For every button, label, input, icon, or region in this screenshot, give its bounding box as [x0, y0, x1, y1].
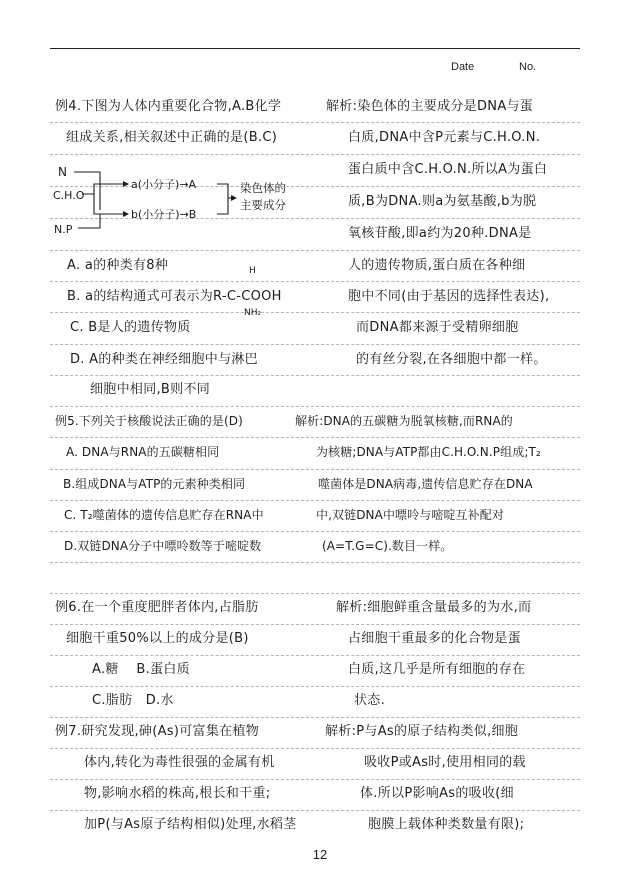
ex4-analysis-line-5: 氧核苷酸,即a约为20种.DNA是: [348, 226, 532, 241]
ruled-line: [50, 593, 580, 594]
ruled-line: [50, 810, 580, 811]
ex5-analysis-line-2: 为核糖;DNA与ATP都由C.H.O.N.P组成;T₂: [316, 445, 541, 459]
ruled-line: [50, 406, 580, 407]
ruled-line: [50, 154, 580, 155]
ruled-line: [50, 686, 580, 687]
ex4-option-c: C. B是人的遗传物质: [70, 320, 191, 335]
diagram-n-label: N: [58, 165, 67, 179]
ex4-analysis-line-6: 人的遗传物质,蛋白质在各种细: [348, 258, 526, 273]
ruled-line: [50, 437, 580, 438]
page-number: 12: [312, 847, 328, 862]
cho-connector-upper: [82, 184, 125, 194]
ex5-option-b: B.组成DNA与ATP的元素种类相同: [63, 477, 246, 491]
ex7-question-line-1: 例7.研究发现,砷(As)可富集在植物: [55, 724, 260, 739]
ruled-line: [50, 624, 580, 625]
ruled-line: [50, 469, 580, 470]
ex4-analysis-line-2: 白质,DNA中含P元素与C.H.O.N.: [348, 130, 541, 145]
ex4-question-line-2: 组成关系,相关叙述中正确的是(B.C): [66, 130, 278, 145]
ex5-analysis-line-5: (A=T.G=C).数目一样。: [322, 539, 453, 553]
ruled-line: [50, 500, 580, 501]
ruled-line: [50, 748, 580, 749]
diagram-a-label: a(小分子)→A: [131, 178, 197, 191]
ex4-analysis-line-4: 质,B为DNA.则a为氨基酸,b为脱: [348, 194, 537, 209]
ex7-analysis-line-2: 吸收P或As时,使用相同的载: [364, 755, 526, 770]
ex5-option-a: A. DNA与RNA的五碳糖相同: [66, 445, 220, 459]
ex6-analysis-line-2: 占细胞干重最多的化合物是蛋: [348, 631, 521, 646]
number-label: No.: [519, 61, 537, 73]
ex7-question-line-4: 加P(与As原子结构相似)处理,水稻茎: [84, 817, 297, 832]
ruled-line: [50, 717, 580, 718]
ex4-option-d-line-1: D. A的种类在神经细胞中与淋巴: [70, 352, 258, 367]
arrow-head-a: [123, 181, 129, 187]
ex7-question-line-2: 体内,转化为毒性很强的金属有机: [84, 755, 275, 770]
cho-connector-lower: [94, 194, 125, 214]
ex4-option-d-line-2: 细胞中相同,B则不同: [90, 382, 211, 397]
ex5-analysis-line-4: 中,双链DNA中嘌呤与嘧啶互补配对: [316, 508, 504, 522]
chem-formula-nh2: NH₂: [244, 308, 262, 318]
ex5-analysis-line-1: 解析:DNA的五碳糖为脱氧核糖,而RNA的: [295, 414, 513, 428]
ex6-analysis-line-4: 状态.: [354, 693, 386, 708]
ruled-line: [50, 779, 580, 780]
ex6-options-cd: C.脂肪 D.水: [92, 693, 174, 708]
ruled-line: [50, 344, 580, 345]
compound-diagram: [50, 160, 320, 240]
np-connector: [78, 214, 100, 228]
ruled-line: [50, 562, 580, 563]
ex4-analysis-line-8: 而DNA都来源于受精卵细胞: [356, 320, 519, 335]
ruled-line: [50, 531, 580, 532]
ex4-question-line-1: 例4.下图为人体内重要化合物,A.B化学: [55, 99, 282, 114]
ex5-option-d: D.双链DNA分子中嘌呤数等于嘧啶数: [64, 539, 262, 553]
ruled-line: [50, 375, 580, 376]
ex7-analysis-line-3: 体.所以P影响As的吸收(细: [360, 786, 514, 801]
ex6-options-ab: A.糖 B.蛋白质: [92, 662, 190, 677]
ex7-analysis-line-1: 解析:P与As的原子结构类似,细胞: [325, 724, 519, 739]
ruled-line: [50, 655, 580, 656]
diagram-result-line-2: 主要成分: [240, 198, 286, 212]
arrow-head-b: [123, 211, 129, 217]
diagram-cho-label: C.H.O: [53, 189, 85, 202]
chem-formula-h: H: [249, 266, 256, 276]
ex5-option-c: C. T₂噬菌体的遗传信息贮存在RNA中: [64, 508, 264, 522]
ruled-line: [50, 312, 580, 313]
ex6-analysis-line-3: 白质,这几乎是所有细胞的存在: [348, 662, 526, 677]
a-to-result: [217, 184, 233, 198]
ruled-line: [50, 281, 580, 282]
ex5-question: 例5.下列关于核酸说法正确的是(D): [55, 414, 243, 428]
ex6-analysis-line-1: 解析:细胞鲜重含量最多的为水,而: [336, 600, 532, 615]
ex4-analysis-line-7: 胞中不同(由于基因的选择性表达),: [348, 289, 550, 304]
date-label: Date: [451, 61, 475, 73]
ex4-analysis-line-3: 蛋白质中含C.H.O.N.所以A为蛋白: [348, 162, 548, 177]
ex4-analysis-line-9: 的有丝分裂,在各细胞中都一样。: [356, 352, 547, 367]
ex4-option-a: A. a的种类有8种: [67, 258, 169, 273]
arrow-head-result: [231, 195, 237, 201]
ex4-analysis-line-1: 解析:染色体的主要成分是DNA与蛋: [326, 99, 534, 114]
header-rule: [50, 48, 580, 49]
ruled-line: [50, 250, 580, 251]
b-to-result: [217, 198, 228, 214]
diagram-result-line-1: 染色体的: [240, 181, 286, 195]
ex4-option-b: B. a的结构通式可表示为R-C-COOH: [67, 289, 282, 304]
diagram-np-label: N.P: [54, 223, 73, 236]
ex5-analysis-line-3: 噬菌体是DNA病毒,遗传信息贮存在DNA: [318, 477, 533, 491]
ex6-question-line-2: 细胞干重50%以上的成分是(B): [66, 631, 249, 646]
diagram-b-label: b(小分子)→B: [131, 208, 197, 221]
ex6-question-line-1: 例6.在一个重度肥胖者体内,占脂肪: [55, 600, 259, 615]
ex7-analysis-line-4: 胞膜上载体种类数量有限);: [368, 817, 525, 832]
ex7-question-line-3: 物,影响水稻的株高,根长和干重;: [84, 786, 271, 801]
ruled-line: [50, 122, 580, 123]
